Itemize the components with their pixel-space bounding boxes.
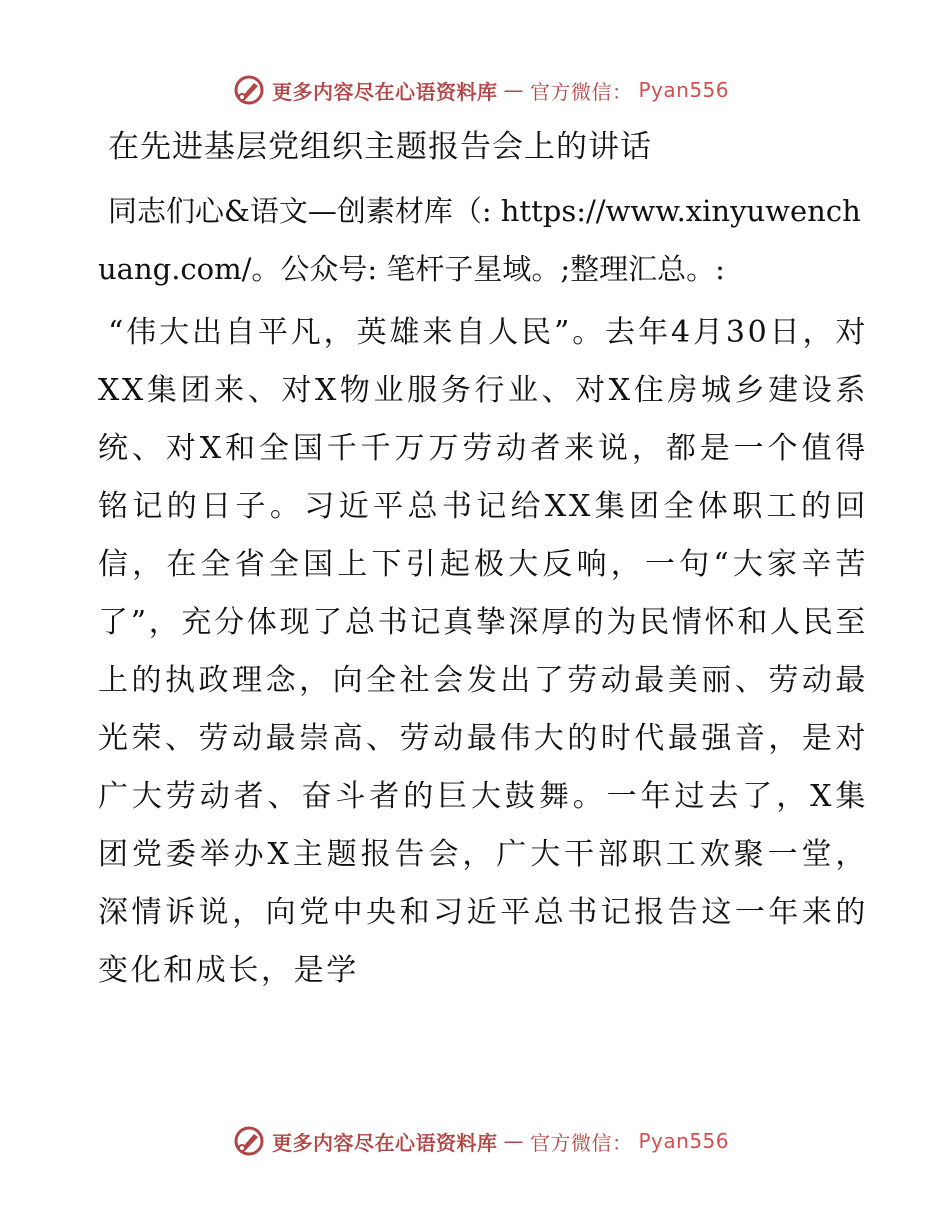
watermark-account-id: Pyan556 [638,1129,730,1153]
watermark-account-id: Pyan556 [638,78,730,102]
document-body [98,118,868,1000]
watermark-account-label: 官方微信： [530,79,633,104]
brand-logo-icon [232,73,266,107]
document-title: 在先进基层党组织主题报告会上的讲话 [108,129,652,165]
source-note: 同志们心&语文—创素材库（: https://www.xinyuwenchuang.com/。公众号: 笔杆子星域。;整理汇总。: [98,194,861,286]
watermark-dash: — [503,1129,524,1153]
watermark-site-text: 更多内容尽在心语资料库 [272,1130,498,1155]
body-paragraph: “伟大出自平凡，英雄来自人民”。去年4月30日，对XX集团来、对X物业服务行业、对X住房城乡建设系统、对X和全国千千万万劳动者来说，都是一个值得铭记的日子。习近平总书记给XX集团全体职工的回信，在全省全国上下引起极大反响，一句“大家辛苦了”，充分体现了总书记真挚深厚的为民情怀和人民至上的执政理念，向全社会发出了劳动最美丽、劳动最光荣、劳动最崇高、劳动最伟大的时代最强音，是对广大劳动者、奋斗者的巨大鼓舞。一年过去了，X集团党委举办X主题报告会，广大干部职工欢聚一堂，深情诉说，向党中央和习近平总书记报告这一年来的变化和成长，是学 [98,315,868,988]
watermark-account-label: 官方微信： [530,1130,633,1155]
watermark-dash: — [503,78,524,102]
footer-watermark [232,1124,729,1158]
watermark-site-text: 更多内容尽在心语资料库 [272,79,498,104]
header-watermark [232,73,729,107]
brand-logo-icon [232,1124,266,1158]
